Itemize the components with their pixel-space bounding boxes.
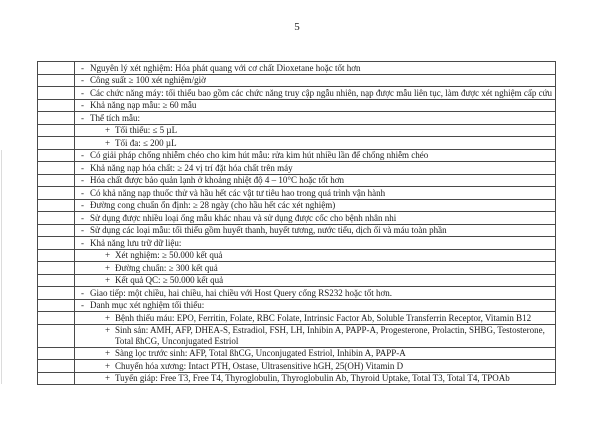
row-empty-cell	[38, 372, 75, 385]
row-text: Chuyển hóa xương: Intact PTH, Ostase, Ultrasensitive hGH, 25(OH) Vitamin D	[115, 360, 404, 371]
table-row	[38, 162, 556, 175]
row-content-cell	[75, 299, 556, 312]
plus-bullet: +	[105, 360, 111, 371]
row-text: Nguyên lý xét nghiệm: Hóa phát quang với cơ chất Dioxetane hoặc tốt hơn	[90, 62, 361, 73]
dash-bullet: -	[81, 162, 84, 173]
dash-bullet: -	[81, 75, 84, 85]
row-empty-cell	[38, 224, 75, 237]
row-text: Đường chuẩn: ≥ 300 kết quả	[115, 262, 218, 273]
row-empty-cell	[38, 187, 75, 200]
list-item	[77, 63, 553, 74]
row-content-cell	[75, 99, 556, 112]
table-row	[38, 224, 556, 237]
table-row	[38, 212, 556, 225]
page-number: 5	[294, 21, 300, 33]
row-content-cell	[75, 149, 556, 162]
row-content-cell	[75, 112, 556, 125]
table-row	[38, 124, 556, 137]
table-row	[38, 324, 556, 347]
table-row	[38, 360, 556, 373]
row-empty-cell	[38, 212, 75, 225]
dash-bullet: -	[81, 112, 84, 123]
dash-bullet: -	[81, 62, 84, 73]
dash-bullet: -	[81, 300, 84, 310]
row-text: Hóa chất được bảo quản lạnh ở khoảng nhiệt độ 4 – 10°C hoặc tốt hơn	[90, 175, 344, 185]
list-item	[77, 288, 553, 299]
row-empty-cell	[38, 162, 75, 175]
table-row	[38, 312, 556, 325]
row-empty-cell	[38, 299, 75, 312]
list-item	[77, 138, 553, 149]
list-item	[77, 163, 553, 174]
row-text: Có khả năng nạp thuốc thử và hầu hết các vật tư tiêu hao trong quá trình vận hành	[90, 187, 386, 198]
plus-bullet: +	[105, 137, 111, 148]
row-content-cell	[75, 174, 556, 187]
row-empty-cell	[38, 324, 75, 347]
dash-bullet: -	[81, 200, 84, 210]
row-text: Xét nghiệm: ≥ 50.000 kết quả	[115, 250, 223, 260]
table-row	[38, 274, 556, 287]
row-text: Tối đa: ≤ 200 µL	[115, 137, 177, 148]
row-text: Đường cong chuẩn ổn định: ≥ 28 ngày (cho hầu hết các xét nghiệm)	[90, 200, 336, 210]
dash-bullet: -	[81, 150, 84, 160]
row-empty-cell	[38, 274, 75, 287]
row-text: Sử dụng được nhiều loại ống mẫu khác nhau và sử dụng được cốc cho bệnh nhân nhi	[90, 212, 397, 223]
row-text: Các chức năng máy: tối thiểu bao gồm các chức năng truy cập ngẫu nhiên, nạp được mẫu liên tục, làm được xét nghiệm cấp cứu	[90, 87, 553, 98]
row-empty-cell	[38, 149, 75, 162]
list-item	[77, 113, 553, 124]
plus-bullet: +	[105, 262, 111, 273]
plus-bullet: +	[105, 348, 111, 358]
list-item	[77, 200, 553, 211]
list-item	[77, 250, 553, 261]
row-content-cell	[75, 124, 556, 137]
row-content-cell	[75, 287, 556, 300]
scan-edge-artifact	[1, 150, 2, 384]
list-item	[77, 100, 553, 111]
table-row	[38, 199, 556, 212]
table-row	[38, 187, 556, 200]
plus-bullet: +	[105, 275, 111, 285]
table-row	[38, 174, 556, 187]
row-empty-cell	[38, 124, 75, 137]
table-row	[38, 74, 556, 87]
list-item	[77, 88, 553, 99]
dash-bullet: -	[81, 87, 84, 98]
row-content-cell	[75, 87, 556, 100]
row-content-cell	[75, 274, 556, 287]
row-text: Sinh sản: AMH, AFP, DHEA-S, Estradiol, FSH, LH, Inhibin A, PAPP-A, Progesterone, Prolactin, SHBG, Testosterone, Total ßhCG, Unconjugated Estriol	[115, 325, 545, 346]
row-content-cell	[75, 237, 556, 250]
table-row	[38, 112, 556, 125]
list-item	[77, 125, 553, 136]
row-content-cell	[75, 74, 556, 87]
table-row	[38, 372, 556, 385]
row-content-cell	[75, 212, 556, 225]
table-row	[38, 287, 556, 300]
row-content-cell	[75, 262, 556, 275]
plus-bullet: +	[105, 250, 111, 260]
list-item	[77, 373, 553, 384]
row-empty-cell	[38, 174, 75, 187]
dash-bullet: -	[81, 100, 84, 110]
table-row	[38, 237, 556, 250]
table-row	[38, 87, 556, 100]
row-text: Sử dụng các loại mẫu: tối thiểu gồm huyết thanh, huyết tương, nước tiểu, dịch ối và máu toàn phần	[90, 225, 447, 235]
table-row	[38, 262, 556, 275]
row-text: Có giải pháp chống nhiễm chéo cho kim hút mẫu: rửa kim hút nhiều lần để chống nhiễm chéo	[90, 150, 429, 160]
row-content-cell	[75, 249, 556, 262]
dash-bullet: -	[81, 237, 84, 248]
list-item	[77, 238, 553, 249]
table-row	[38, 137, 556, 150]
dash-bullet: -	[81, 225, 84, 235]
row-empty-cell	[38, 360, 75, 373]
dash-bullet: -	[81, 187, 84, 198]
table-row	[38, 347, 556, 360]
row-empty-cell	[38, 74, 75, 87]
table-row	[38, 99, 556, 112]
row-empty-cell	[38, 99, 75, 112]
spec-table	[37, 61, 556, 385]
row-empty-cell	[38, 137, 75, 150]
plus-bullet: +	[105, 373, 111, 383]
row-empty-cell	[38, 312, 75, 325]
dash-bullet: -	[81, 287, 84, 298]
row-content-cell	[75, 224, 556, 237]
plus-bullet: +	[105, 312, 111, 323]
list-item	[77, 75, 553, 86]
row-content-cell	[75, 372, 556, 385]
dash-bullet: -	[81, 212, 84, 223]
table-row	[38, 62, 556, 75]
list-item	[77, 225, 553, 236]
list-item	[77, 263, 553, 274]
row-content-cell	[75, 62, 556, 75]
table-row	[38, 149, 556, 162]
row-text: Tối thiểu: ≤ 5 µL	[115, 125, 178, 135]
row-text: Bệnh thiếu máu: EPO, Ferritin, Folate, RBC Folate, Intrinsic Factor Ab, Soluble Transferrin Receptor, Vitamin B12	[115, 312, 532, 323]
list-item	[77, 325, 553, 346]
row-empty-cell	[38, 287, 75, 300]
row-text: Kết quả QC: ≥ 50.000 kết quả	[115, 275, 224, 285]
list-item	[77, 313, 553, 324]
row-text: Sàng lọc trước sinh: AFP, Total ßhCG, Unconjugated Estriol, Inhibin A, PAPP-A	[115, 348, 406, 358]
plus-bullet: +	[105, 325, 111, 335]
table-row	[38, 299, 556, 312]
list-item	[77, 213, 553, 224]
spec-table-body	[38, 62, 556, 385]
table-row	[38, 249, 556, 262]
row-text: Công suất ≥ 100 xét nghiệm/giờ	[90, 75, 206, 85]
list-item	[77, 150, 553, 161]
row-content-cell	[75, 162, 556, 175]
row-text: Giao tiếp: một chiều, hai chiều, hai chiều với Host Query cổng RS232 hoặc tốt hơn.	[90, 287, 392, 298]
row-empty-cell	[38, 262, 75, 275]
list-item	[77, 361, 553, 372]
list-item	[77, 300, 553, 311]
row-text: Khả năng lưu trữ dữ liệu:	[90, 237, 182, 248]
row-text: Tuyến giáp: Free T3, Free T4, Thyroglobulin, Thyroglobulin Ab, Thyroid Uptake, Total T3, Total T4, TPOAb	[115, 373, 510, 383]
list-item	[77, 188, 553, 199]
row-text: Danh mục xét nghiệm tối thiểu:	[90, 300, 205, 310]
dash-bullet: -	[81, 175, 84, 185]
row-content-cell	[75, 199, 556, 212]
list-item	[77, 348, 553, 359]
list-item	[77, 175, 553, 186]
row-empty-cell	[38, 199, 75, 212]
row-content-cell	[75, 312, 556, 325]
row-text: Khả năng nạp hóa chất: ≥ 24 vị trí đặt hóa chất trên máy	[90, 162, 293, 173]
list-item	[77, 275, 553, 286]
row-content-cell	[75, 360, 556, 373]
row-text: Thể tích mẫu:	[90, 112, 140, 123]
row-empty-cell	[38, 237, 75, 250]
row-content-cell	[75, 347, 556, 360]
row-empty-cell	[38, 347, 75, 360]
row-content-cell	[75, 137, 556, 150]
row-empty-cell	[38, 112, 75, 125]
row-empty-cell	[38, 249, 75, 262]
row-empty-cell	[38, 62, 75, 75]
plus-bullet: +	[105, 125, 111, 135]
row-text: Khả năng nạp mẫu: ≥ 60 mẫu	[90, 100, 197, 110]
row-empty-cell	[38, 87, 75, 100]
row-content-cell	[75, 187, 556, 200]
row-content-cell	[75, 324, 556, 347]
